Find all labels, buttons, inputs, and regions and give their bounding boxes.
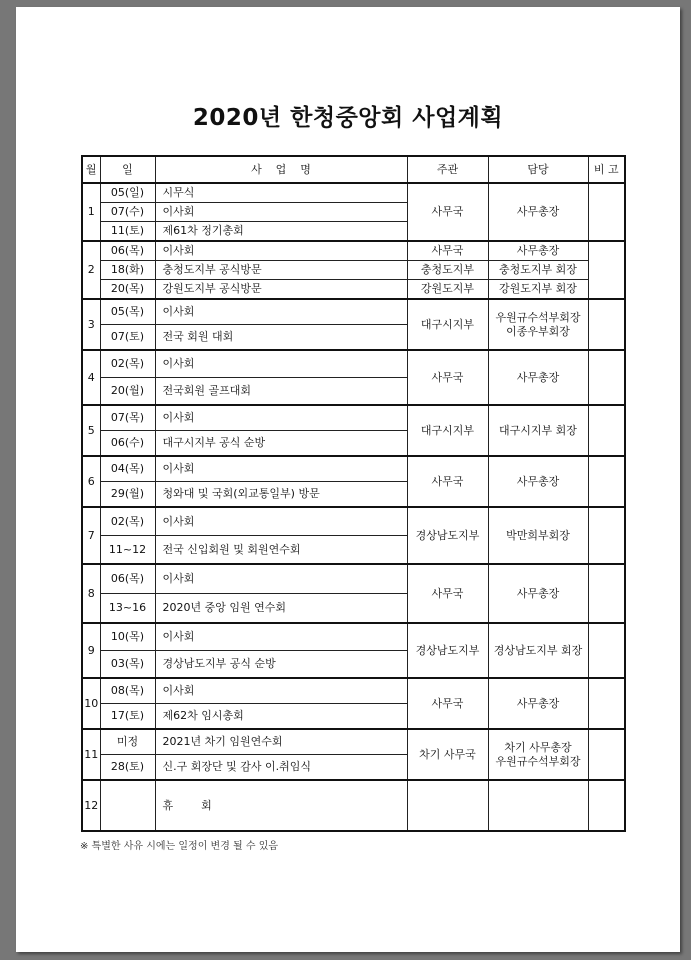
day-cell <box>100 780 155 831</box>
event-cell: 이사회 <box>155 203 407 222</box>
month-group-5 <box>82 405 625 456</box>
manager-cell: 사무총장 <box>488 678 588 729</box>
event-cell: 제61차 정기총회 <box>155 222 407 242</box>
month-group-2 <box>82 241 625 299</box>
org-cell: 차기 사무국 <box>407 729 488 780</box>
month-cell: 7 <box>82 507 100 564</box>
month-cell: 6 <box>82 456 100 507</box>
org-cell: 사무국 <box>407 350 488 405</box>
event-cell: 전국 회원 대회 <box>155 325 407 351</box>
day-cell: 02(목) <box>100 350 155 378</box>
table-row <box>82 729 625 755</box>
table-row <box>82 241 625 261</box>
day-cell: 18(화) <box>100 261 155 280</box>
remarks-cell <box>588 405 625 456</box>
org-cell: 대구시지부 <box>407 299 488 350</box>
event-cell: 신.구 회장단 및 감사 이.취임식 <box>155 755 407 781</box>
month-cell: 4 <box>82 350 100 405</box>
remarks-cell <box>588 299 625 350</box>
remarks-cell <box>588 564 625 623</box>
month-cell: 10 <box>82 678 100 729</box>
header-event: 사 업 명 <box>155 156 407 183</box>
day-cell: 10(목) <box>100 623 155 651</box>
table-row <box>82 280 625 300</box>
month-cell: 1 <box>82 183 100 241</box>
day-cell: 04(목) <box>100 456 155 482</box>
day-cell: 05(목) <box>100 299 155 325</box>
month-cell: 9 <box>82 623 100 678</box>
org-cell: 강원도지부 <box>407 280 488 300</box>
table-row <box>82 299 625 325</box>
header-remarks: 비 고 <box>588 156 625 183</box>
org-cell: 경상남도지부 <box>407 507 488 564</box>
event-cell: 경상남도지부 공식 순방 <box>155 651 407 679</box>
table-row <box>82 350 625 378</box>
org-cell: 사무국 <box>407 564 488 623</box>
footnote: ※ 특별한 사유 시에는 일정이 변경 될 수 있음 <box>80 841 279 852</box>
month-cell: 3 <box>82 299 100 350</box>
month-cell: 2 <box>82 241 100 299</box>
manager-cell <box>488 780 588 831</box>
month-group-12 <box>82 780 625 831</box>
event-cell: 전국 신입회원 및 회원연수회 <box>155 536 407 565</box>
month-group-10 <box>82 678 625 729</box>
org-cell: 사무국 <box>407 241 488 261</box>
manager-cell: 사무총장 <box>488 456 588 507</box>
month-group-6 <box>82 456 625 507</box>
event-cell: 이사회 <box>155 623 407 651</box>
remarks-cell <box>588 623 625 678</box>
day-cell: 28(토) <box>100 755 155 781</box>
org-cell: 충청도지부 <box>407 261 488 280</box>
remarks-cell <box>588 729 625 780</box>
day-cell: 07(토) <box>100 325 155 351</box>
month-group-8 <box>82 564 625 623</box>
document-page <box>16 7 680 952</box>
table-row <box>82 183 625 203</box>
month-cell: 5 <box>82 405 100 456</box>
month-cell: 11 <box>82 729 100 780</box>
manager-cell: 사무총장 <box>488 183 588 241</box>
event-cell: 시무식 <box>155 183 407 203</box>
table-row <box>82 623 625 651</box>
event-cell: 이사회 <box>155 241 407 261</box>
event-cell: 2021년 차기 임원연수회 <box>155 729 407 755</box>
table-row <box>82 780 625 831</box>
remarks-cell <box>588 507 625 564</box>
day-cell: 07(수) <box>100 203 155 222</box>
day-cell: 미정 <box>100 729 155 755</box>
manager-cell: 사무총장 <box>488 350 588 405</box>
table-row <box>82 261 625 280</box>
table-row <box>82 507 625 536</box>
manager-cell: 사무총장 <box>488 241 588 261</box>
org-cell: 사무국 <box>407 456 488 507</box>
day-cell: 07(목) <box>100 405 155 431</box>
day-cell: 11~12 <box>100 536 155 565</box>
month-group-11 <box>82 729 625 780</box>
event-cell: 이사회 <box>155 456 407 482</box>
day-cell: 29(월) <box>100 482 155 508</box>
event-cell: 2020년 중앙 임원 연수회 <box>155 594 407 624</box>
org-cell: 대구시지부 <box>407 405 488 456</box>
manager-cell: 사무총장 <box>488 564 588 623</box>
day-cell: 08(목) <box>100 678 155 704</box>
table-header-row <box>82 156 625 183</box>
remarks-cell <box>588 350 625 405</box>
table-row <box>82 678 625 704</box>
month-group-1 <box>82 183 625 241</box>
manager-cell: 강원도지부 회장 <box>488 280 588 300</box>
remarks-cell <box>588 241 625 299</box>
schedule-table <box>81 155 626 832</box>
day-cell: 06(수) <box>100 431 155 457</box>
event-cell: 휴 회 <box>155 780 407 831</box>
header-manager: 담당 <box>488 156 588 183</box>
table-row <box>82 405 625 431</box>
manager-cell: 대구시지부 회장 <box>488 405 588 456</box>
event-cell: 이사회 <box>155 678 407 704</box>
event-cell: 전국회원 골프대회 <box>155 378 407 406</box>
table-row <box>82 456 625 482</box>
month-group-9 <box>82 623 625 678</box>
event-cell: 이사회 <box>155 350 407 378</box>
day-cell: 06(목) <box>100 564 155 594</box>
remarks-cell <box>588 780 625 831</box>
month-group-3 <box>82 299 625 350</box>
day-cell: 20(목) <box>100 280 155 300</box>
event-cell: 충청도지부 공식방문 <box>155 261 407 280</box>
day-cell: 03(목) <box>100 651 155 679</box>
org-cell: 경상남도지부 <box>407 623 488 678</box>
manager-cell: 경상남도지부 회장 <box>488 623 588 678</box>
manager-cell: 우원규수석부회장 이종우부회장 <box>488 299 588 350</box>
event-cell: 제62차 임시총회 <box>155 704 407 730</box>
manager-cell: 충청도지부 회장 <box>488 261 588 280</box>
month-group-7 <box>82 507 625 564</box>
event-cell: 이사회 <box>155 405 407 431</box>
header-org: 주관 <box>407 156 488 183</box>
remarks-cell <box>588 456 625 507</box>
document-title: 2020년 한청중앙회 사업계획 <box>192 105 504 131</box>
month-cell: 12 <box>82 780 100 831</box>
day-cell: 13~16 <box>100 594 155 624</box>
event-cell: 이사회 <box>155 507 407 536</box>
day-cell: 17(토) <box>100 704 155 730</box>
event-cell: 이사회 <box>155 564 407 594</box>
manager-cell: 박만희부회장 <box>488 507 588 564</box>
remarks-cell <box>588 183 625 241</box>
month-cell: 8 <box>82 564 100 623</box>
event-cell: 청와대 및 국회(외교통일부) 방문 <box>155 482 407 508</box>
remarks-cell <box>588 678 625 729</box>
day-cell: 02(목) <box>100 507 155 536</box>
org-cell: 사무국 <box>407 678 488 729</box>
day-cell: 05(일) <box>100 183 155 203</box>
header-month: 월 <box>82 156 100 183</box>
org-cell <box>407 780 488 831</box>
header-day: 일 <box>100 156 155 183</box>
table-row <box>82 564 625 594</box>
day-cell: 06(목) <box>100 241 155 261</box>
event-cell: 강원도지부 공식방문 <box>155 280 407 300</box>
day-cell: 11(토) <box>100 222 155 242</box>
manager-cell: 차기 사무총장 우원규수석부회장 <box>488 729 588 780</box>
org-cell: 사무국 <box>407 183 488 241</box>
month-group-4 <box>82 350 625 405</box>
event-cell: 대구시지부 공식 순방 <box>155 431 407 457</box>
day-cell: 20(월) <box>100 378 155 406</box>
event-cell: 이사회 <box>155 299 407 325</box>
